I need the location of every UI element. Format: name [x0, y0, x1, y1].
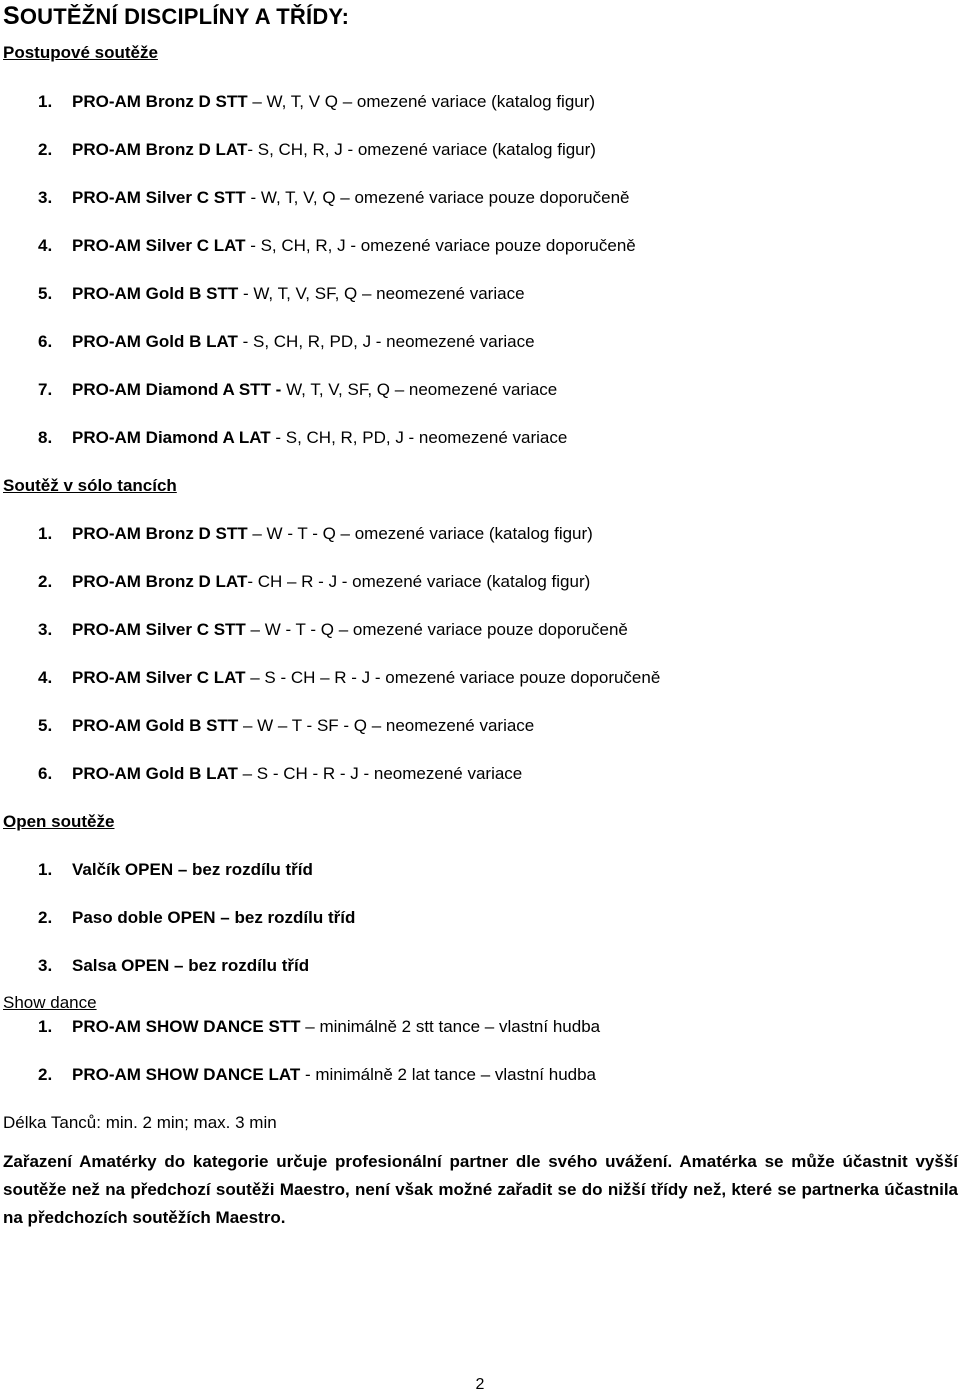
list-item [38, 1065, 596, 1085]
item-desc: – W - T - Q – omezené variace (katalog figur) [247, 524, 593, 543]
list-item [38, 236, 636, 256]
item-name: PRO-AM Silver C LAT [72, 668, 246, 687]
item-name: PRO-AM Diamond A LAT [72, 428, 271, 447]
list-item [38, 332, 535, 352]
list-item [38, 140, 596, 160]
title-rest: OUTĚŽNÍ DISCIPLÍNY A TŘÍDY: [19, 4, 350, 29]
item-number: 2. [38, 1065, 53, 1084]
section-heading-show-dance: Show dance [3, 993, 97, 1012]
list-item [38, 188, 629, 208]
list-item [38, 764, 522, 784]
item-desc: – W, T, V Q – omezené variace (katalog figur) [247, 92, 596, 111]
item-number: 1. [38, 1017, 53, 1036]
item-desc: – minimálně 2 stt tance – vlastní hudba [300, 1017, 601, 1036]
section-heading-open: Open soutěže [3, 812, 115, 831]
list-item [38, 908, 355, 928]
list-item [38, 668, 660, 688]
item-desc: – S - CH - R - J - neomezené variace [237, 764, 523, 783]
page-number: 2 [475, 1376, 485, 1393]
item-desc: - S, CH, R, PD, J - neomezené variace [270, 428, 568, 447]
list-item [38, 284, 525, 304]
classification-paragraph: Zařazení Amatérky do kategorie určuje profesionální partner dle svého uvážení. Amatérka se může účastnit vyšší soutěže než na předchozí soutěži Maestro, není však možné zařadit se do nižší třídy než, které se partnerka účastnila na předchozích soutěžích Maestro. [3, 1152, 958, 1227]
item-desc: - S, CH, R, J - omezené variace (katalog figur) [247, 140, 596, 159]
item-desc: – W – T - SF - Q – neomezené variace [238, 716, 535, 735]
item-number: 5. [38, 716, 53, 735]
item-desc: - CH – R - J - omezené variace (katalog figur) [247, 572, 591, 591]
list-item [38, 428, 567, 448]
item-name: PRO-AM Gold B LAT [72, 764, 238, 783]
list-item [38, 620, 628, 640]
item-name: PRO-AM Silver C STT [72, 188, 246, 207]
section-heading-postupove: Postupové soutěže [3, 43, 158, 62]
title-initial: S [3, 2, 20, 30]
item-number: 4. [38, 668, 53, 687]
list-item [38, 1017, 600, 1037]
list-item [38, 92, 595, 112]
item-number: 2. [38, 908, 53, 927]
list-item [38, 524, 593, 544]
item-number: 3. [38, 620, 53, 639]
list-item [38, 380, 557, 400]
item-number: 6. [38, 764, 53, 783]
item-number: 2. [38, 140, 53, 159]
item-desc: - S, CH, R, PD, J - neomezené variace [237, 332, 535, 351]
item-name: PRO-AM SHOW DANCE STT [72, 1017, 301, 1036]
item-number: 6. [38, 332, 53, 351]
item-desc: – W - T - Q – omezené variace pouze doporučeně [245, 620, 628, 639]
item-name: PRO-AM Silver C LAT [72, 236, 246, 255]
item-number: 2. [38, 572, 53, 591]
item-desc: - W, T, V, SF, Q – neomezené variace [238, 284, 525, 303]
list-item [38, 716, 534, 736]
item-name: PRO-AM Bronz D STT [72, 524, 248, 543]
list-item [38, 956, 309, 976]
item-number: 3. [38, 956, 53, 975]
item-name: PRO-AM Silver C STT [72, 620, 246, 639]
item-number: 7. [38, 380, 53, 399]
item-name: PRO-AM Bronz D LAT [72, 572, 248, 591]
item-number: 1. [38, 860, 53, 879]
item-desc: - minimálně 2 lat tance – vlastní hudba [300, 1065, 597, 1084]
item-number: 8. [38, 428, 53, 447]
item-name: PRO-AM Diamond A STT - [72, 380, 282, 399]
item-name: Valčík OPEN – bez rozdílu tříd [72, 860, 313, 879]
item-name: Salsa OPEN – bez rozdílu tříd [72, 956, 310, 975]
item-name: PRO-AM Bronz D STT [72, 92, 248, 111]
dance-duration: Délka Tanců: min. 2 min; max. 3 min [3, 1113, 277, 1132]
item-name: PRO-AM SHOW DANCE LAT [72, 1065, 301, 1084]
item-number: 5. [38, 284, 53, 303]
item-number: 4. [38, 236, 53, 255]
item-number: 1. [38, 92, 53, 111]
item-desc: - S, CH, R, J - omezené variace pouze doporučeně [245, 236, 636, 255]
item-name: PRO-AM Gold B STT [72, 716, 239, 735]
item-name: Paso doble OPEN – bez rozdílu tříd [72, 908, 356, 927]
item-desc: W, T, V, SF, Q – neomezené variace [281, 380, 558, 399]
item-number: 1. [38, 524, 53, 543]
item-number: 3. [38, 188, 53, 207]
item-name: PRO-AM Gold B LAT [72, 332, 238, 351]
list-item [38, 860, 313, 880]
page-title [3, 2, 349, 31]
item-name: PRO-AM Gold B STT [72, 284, 239, 303]
item-desc: – S - CH – R - J - omezené variace pouze doporučeně [245, 668, 661, 687]
item-name: PRO-AM Bronz D LAT [72, 140, 248, 159]
list-item [38, 572, 590, 592]
section-heading-solo: Soutěž v sólo tancích [3, 476, 177, 495]
item-desc: - W, T, V, Q – omezené variace pouze doporučeně [245, 188, 630, 207]
